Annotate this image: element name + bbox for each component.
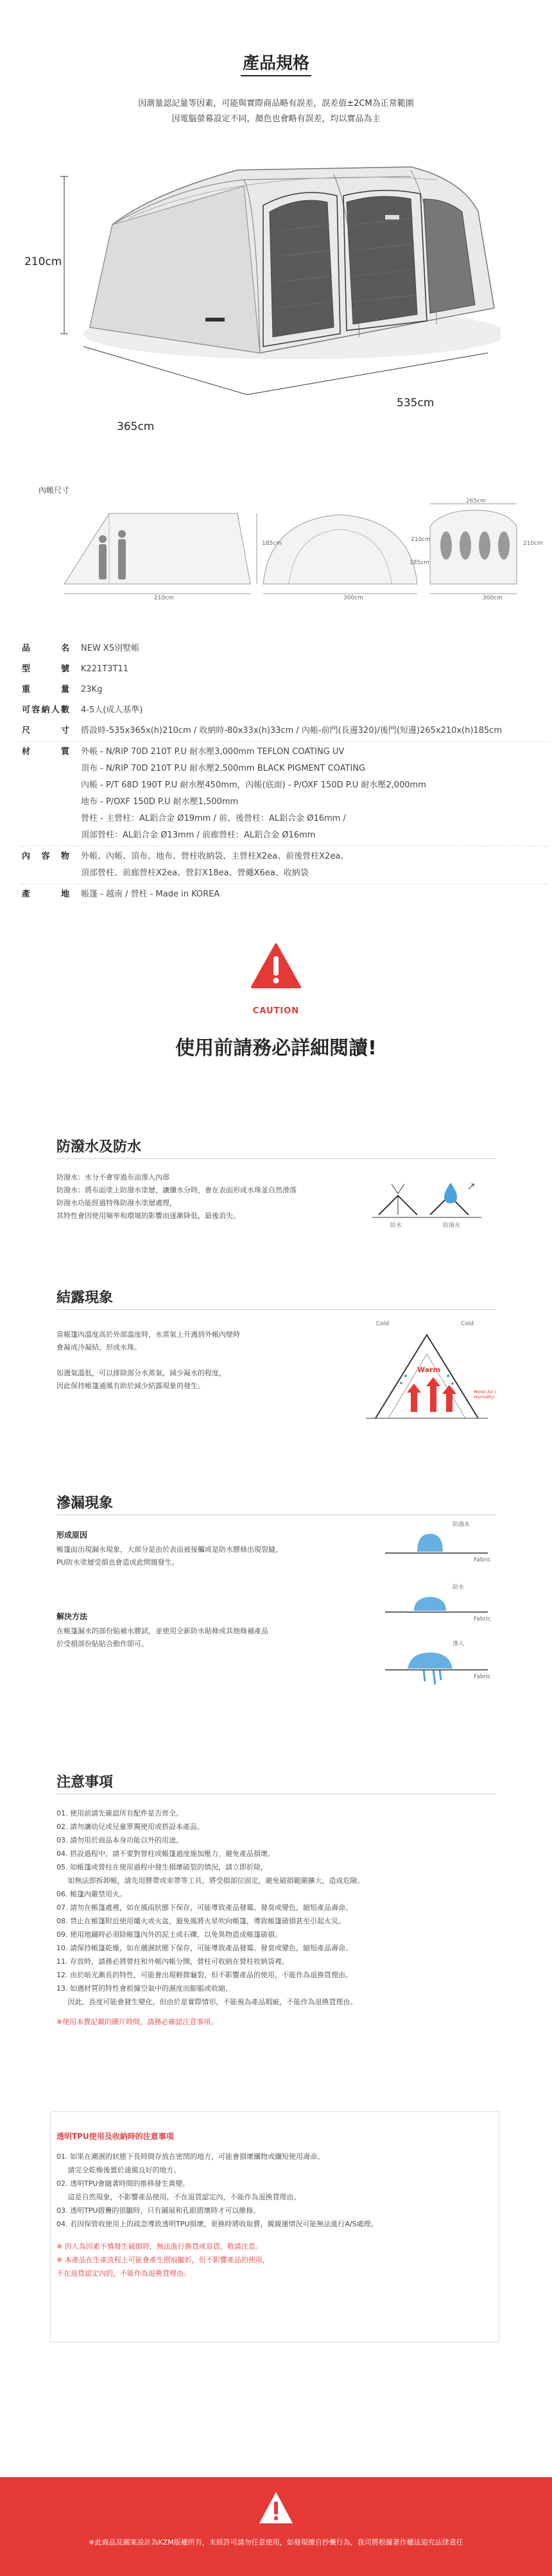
intro-line: 因電腦螢幕設定不同，顏色也會略有誤差，均以實品為主 <box>171 114 381 124</box>
spec-row <box>19 829 549 846</box>
tpu-title: 透明TPU使用及收納時的注意事項 <box>56 2132 174 2141</box>
text-line: 其特性會因使用頻率和環境的影響而逐漸降低，最後消失。 <box>56 1212 240 1220</box>
note-item: 09. 使用地鋪時必須除帳篷內外的泥土或石礫，以免異物造成帳篷破損。 <box>56 1930 282 1939</box>
spec-key <box>19 796 78 812</box>
spec-row <box>19 659 549 680</box>
spec-value: K221T3T11 <box>81 664 129 674</box>
warm-label: Warm <box>417 1366 441 1374</box>
inner-dim-a: 210cm <box>154 595 174 601</box>
inner-dim-f: 185cm <box>410 560 429 566</box>
condensation-text <box>56 1328 240 1393</box>
spec-row <box>19 779 549 796</box>
leakage-cause-text <box>56 1543 282 1569</box>
leakage-fix-text <box>56 1625 268 1651</box>
text-line: 帳篷面出現漏水現象，大部分是由於表面被接觸或是防水膠條出現裂縫， <box>56 1545 282 1554</box>
note-item: 10. 請保持帳篷乾燥，如在潮濕狀態下保存，可能導致產品發霉、發臭或變色，縮短產品壽命。 <box>56 1944 352 1952</box>
spec-key: 型號 <box>22 664 69 674</box>
note-item: 05. 如帳篷或營柱在使用過程中發生損壞破裂的情況，請立即折除， <box>56 1863 268 1871</box>
spec-value: 頂布 - N/RIP 70D 210T P.U 耐水壓2,500mm BLACK PIGMENT COATING <box>81 764 366 773</box>
inner-tent-diagrams <box>58 494 520 610</box>
tpu-list <box>56 2150 378 2231</box>
notes-title: 注意事項 <box>56 1774 114 1790</box>
note-item: 這是自然現象，不影響產品使用，不在退貨認定內，不能作為退換貨理由。 <box>56 2193 301 2201</box>
moist-air-label: Moist Air / Humidity <box>474 1389 497 1400</box>
note-item: 08. 禁止在帳篷附近使用爐火或火盆，避免風將火星吹向帳篷，導致帳篷破損甚至引起火災。 <box>56 1917 345 1925</box>
text-line: 在帳篷漏水的部份貼補水膠試，並使用全新防水貼條或其他修補產品 <box>56 1627 268 1635</box>
intro-line: 因測量認記量等因素，可能與實際商品略有誤差，誤差值±2CM為正常範圍 <box>138 99 414 108</box>
note-item: 01. 使用前請先確認所有配件是否齊全。 <box>56 1809 183 1817</box>
text-line <box>56 1354 240 1367</box>
waterproof-note: 防水 <box>453 1584 465 1591</box>
spec-value: 帳篷 - 越南 / 營柱 - Made in KOREA <box>81 889 220 899</box>
inner-dim-g: 300cm <box>483 595 503 601</box>
spec-value: 外帳 - N/RIP 70D 210T P.U 耐水壓3,000mm TEFLON COATING UV <box>81 747 345 757</box>
footer-warning-icon <box>258 2490 294 2527</box>
spec-key: 內容物 <box>22 852 69 861</box>
note-item: 12. 由於暗光漸長的特性，可能會出現輕微龜裂，但不影響產品的使用，不能作為退換貨理由。 <box>56 1971 352 1979</box>
condensation-title: 結露現象 <box>56 1290 114 1306</box>
note-item: 01. 如果在潮濕的狀態下長時間存放在密閉的地方，可能會損壞纖物或纖短使用壽命。 <box>56 2152 324 2161</box>
tpu-red-warnings <box>56 2240 270 2280</box>
text-line: 於受損部份貼貼合動作即可。 <box>56 1640 148 1648</box>
leakage-cause-heading: 形成原因 <box>56 1531 88 1540</box>
spec-row <box>19 812 549 829</box>
spec-key <box>19 829 78 846</box>
inner-dim-h: 210cm <box>523 540 543 547</box>
spec-value: NEW X5別墅帳 <box>81 644 140 653</box>
note-item: 03. 透明TPU摺疊的很皺時，只有鋪展和孔眼摺壞時才可以維修。 <box>56 2206 261 2215</box>
width-label: 365cm <box>117 420 155 433</box>
spec-row <box>19 742 549 763</box>
intro-text <box>0 96 552 127</box>
notes-list <box>56 1807 364 2009</box>
text-line: 因此保持帳篷通風有助於減少結露現象的發生。 <box>56 1382 205 1390</box>
spec-value: 搭設時-535x365x(h)210cm / 收納時-80x33x(h)33cm / 內帳-前門(長邊320)/後門(短邊)265x210x(h)185cm <box>81 726 503 735</box>
spec-value: 23Kg <box>81 685 103 694</box>
fabric-label-3: Fabric <box>474 1674 491 1680</box>
inner-dim-e: 265cm <box>466 498 486 504</box>
height-label: 210cm <box>24 255 62 268</box>
cold-label-right: Cold <box>461 1321 474 1327</box>
spec-row <box>19 884 549 906</box>
spec-value: 頂部營柱、前廊營柱X2ea、營釘X18ea、營繩X6ea、收納袋 <box>81 868 309 878</box>
spec-row <box>19 867 549 884</box>
spec-value: 營柱 - 主營柱：AL鋁合金 Ø19mm / 前、後營柱：AL鋁合金 Ø16mm / <box>81 814 346 823</box>
note-item: 因此，長度可能會發生變化，但由於是實際情形，不能視為產品瑕疵，不能作為退換貨理由。 <box>56 1998 358 2006</box>
note-item: 06. 帳篷內嚴禁用火。 <box>56 1890 126 1898</box>
spec-key: 材質 <box>22 747 69 757</box>
spec-key: 產地 <box>22 889 69 899</box>
water-repellent-label: 防潑水 <box>443 1223 461 1229</box>
note-item: 11. 存放時，請務必將營柱和外帳內帳分開，營柱可收納在營柱收納袋裡。 <box>56 1957 289 1966</box>
spec-title: 產品規格 <box>242 54 309 73</box>
inner-tent-label: 內帳尺寸 <box>39 486 70 495</box>
cold-label-left: Cold <box>376 1321 390 1327</box>
caution-icon <box>251 943 301 1002</box>
waterproof-text <box>56 1171 297 1223</box>
spec-key <box>19 867 78 884</box>
spec-value: 外帳、內帳、頂布、地布、營柱收納袋、主營柱X2ea、前後營柱X2ea、 <box>81 852 349 861</box>
title-divider <box>241 75 311 76</box>
spec-key: 品名 <box>22 644 69 653</box>
inner-dim-c: 300cm <box>343 595 363 601</box>
spec-row <box>19 721 549 742</box>
spec-key <box>19 812 78 829</box>
text-line: 當帳篷內溫度高於外部溫度時，水蒸氣上升遇到外帳內壁時 <box>56 1330 240 1339</box>
tent-illustration <box>51 141 501 424</box>
footer-copyright: ※此商品及圖案設計為KZM版權所有，未經許可請勿任意使用，如發現擅自抄襲行為，我司將根據著作權法追究法律責任 <box>89 2538 463 2546</box>
fabric-label-2: Fabric <box>474 1616 491 1622</box>
inner-dim-d: 210cm <box>411 537 431 543</box>
note-item: 07. 請勿在帳篷處裡，如在風雨狀態下保存，可能導致產品發霉、發臭或變色，縮短產品壽命。 <box>56 1903 352 1912</box>
inner-dim-b: 185cm <box>262 540 282 547</box>
text-line: PU防水塗層受損也會造成此問題發生。 <box>56 1558 179 1567</box>
leakage-title: 滲漏現象 <box>56 1495 114 1511</box>
seepage-note: 滲入 <box>453 1641 465 1647</box>
note-item: 如無法即拆卸帳，請先用膠帶或束帶等工具，將受損部位固定，避免破損範圍擴大，造成危險。 <box>56 1876 365 1885</box>
spec-key: 可容納人數 <box>22 705 69 715</box>
text-line: 如遇氣溫低，可以排除部分水蒸氣，減少凝水的程度， <box>56 1369 226 1377</box>
note-item: 13. 如遇材質的特性會根據空氣中的濕度而膨脹或收縮， <box>56 1984 232 1993</box>
spec-key: 尺寸 <box>22 726 69 735</box>
caution-headline: 使用前請務必詳細閱讀! <box>175 1037 377 1060</box>
spec-key <box>19 762 78 779</box>
note-item: 02. 請勿讓幼兒或兒童單獨使用或搭設本產品。 <box>56 1823 204 1831</box>
note-item: 請完全乾燥後置於通風良好的地方。 <box>56 2166 181 2174</box>
spec-value: 頂部營柱：AL鋁合金 Ø13mm / 前廊營柱：AL鋁合金 Ø16mm <box>81 830 316 840</box>
spec-row <box>19 700 549 721</box>
red-warning-line: ※ 本產品在生產流程上可能會產生摺痕皺折，但不影響產品的使用， <box>56 2256 270 2264</box>
notes-red-warning: ※使用本費記載的圖片時間，請務必確認注意事項。 <box>56 2018 218 2026</box>
spec-table <box>19 639 549 905</box>
waterproof-label: 防水 <box>390 1223 402 1229</box>
caution-label: CAUTION <box>252 1006 300 1016</box>
spec-key: 重量 <box>22 685 69 694</box>
text-line: 防潑水功能經過特殊防潑水塗層處理， <box>56 1199 177 1207</box>
waterproof-title: 防潑水及防水 <box>56 1139 142 1155</box>
spec-row <box>19 796 549 812</box>
spec-row <box>19 762 549 779</box>
red-warning-line: ※ 因人為因素不慎發生破損時，無法進行換貨或退貨，敬請注意。 <box>56 2242 263 2251</box>
spec-row <box>19 680 549 700</box>
spec-value: 內帳 - P/T 68D 190T P.U 耐水壓450mm，內帳(底面) - P/OXF 150D P.U 耐水壓2,000mm <box>81 780 426 790</box>
spec-row <box>19 846 549 868</box>
text-line: 防潑水：水分不會穿過布面滲入內部 <box>56 1173 169 1181</box>
waterproof-diagram <box>372 1178 488 1229</box>
length-label: 535cm <box>397 397 435 409</box>
leakage-fix-heading: 解決方法 <box>56 1612 88 1621</box>
text-line: 會凝成冷凝結，形成水珠。 <box>56 1343 141 1352</box>
waterproof-divider <box>56 1158 496 1159</box>
note-item: 03. 請勿用於商品本身功能以外的用途。 <box>56 1836 183 1844</box>
spec-value: 4-5人(成人基準) <box>81 705 143 715</box>
fabric-label-1: Fabric <box>474 1557 491 1563</box>
red-warning-line: 不在退貨認定內的，不能作為退換貨理由。 <box>56 2269 191 2278</box>
spec-value: 地布 - P/OXF 150D P.U 耐水壓1,500mm <box>81 797 239 807</box>
note-item: 04. 若因保管收使用上的疏忽導致透明TPU損壞，更換時將收取費，親親運情況可能無法進行A/S處理。 <box>56 2220 378 2228</box>
spec-row <box>19 639 549 659</box>
note-item: 02. 透明TPU會隨著時間的推移發生黃變。 <box>56 2179 190 2188</box>
water-repellent-note: 防潑水 <box>453 1522 470 1528</box>
spec-key <box>19 779 78 796</box>
text-line: 防潑水：將布面塗上防潑水塗層，讓纖水分時，會在表面形成水珠並自然滑落 <box>56 1186 297 1194</box>
note-item: 04. 搭設過程中，請不要對營柱或帳篷過度施加壓力，避免產品損壞。 <box>56 1850 275 1858</box>
condensation-divider <box>56 1309 496 1310</box>
